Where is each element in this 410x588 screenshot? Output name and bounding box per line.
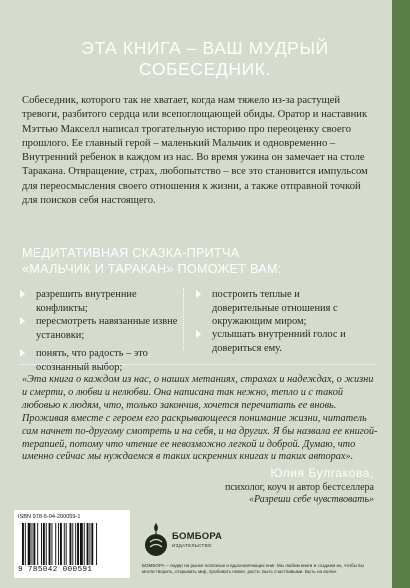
benefit-text: услышать внутренний голос и довериться ему. bbox=[212, 329, 346, 354]
barcode-bar bbox=[22, 523, 24, 565]
barcode-bar bbox=[80, 523, 83, 565]
benefit-text: понять, что радость – это осознанный выбор; bbox=[36, 348, 148, 373]
benefits-heading-line-1: МЕДИТАТИВНАЯ СКАЗКА-ПРИТЧА bbox=[22, 246, 240, 260]
triangle-bullet-icon bbox=[196, 290, 201, 298]
quote-author-description bbox=[160, 482, 374, 506]
benefit-item bbox=[20, 288, 190, 315]
barcode-bar bbox=[89, 523, 90, 565]
headline-line-1: ЭТА КНИГА – ВАШ МУДРЫЙ bbox=[81, 38, 329, 58]
benefit-item bbox=[196, 288, 366, 328]
benefits-list-right bbox=[196, 288, 366, 368]
barcode-bar bbox=[84, 523, 85, 565]
publisher-subtitle: ИЗДАТЕЛЬСТВО bbox=[172, 543, 212, 548]
triangle-bullet-icon bbox=[20, 317, 25, 325]
barcode-bar bbox=[75, 523, 76, 565]
isbn-label: ISBN 978-5-04-200059-1 bbox=[18, 514, 81, 520]
benefits-heading bbox=[22, 246, 374, 277]
barcode-digits: 9 785042 000591 bbox=[18, 566, 93, 574]
barcode-bar bbox=[87, 523, 89, 565]
barcode-bar bbox=[43, 523, 45, 565]
benefit-item bbox=[20, 347, 190, 374]
barcode-bar bbox=[64, 523, 65, 565]
barcode-bar bbox=[46, 523, 47, 565]
barcode-bar bbox=[60, 523, 62, 565]
headline bbox=[60, 38, 350, 80]
barcode-bar bbox=[96, 523, 97, 565]
benefit-text: пересмотреть навязанные извне установки; bbox=[36, 316, 178, 341]
barcode-bar bbox=[49, 523, 51, 565]
triangle-bullet-icon bbox=[20, 349, 25, 357]
barcode-bars-icon bbox=[22, 523, 122, 565]
benefits-heading-line-2: «МАЛЬЧИК И ТАРАКАН» ПОМОЖЕТ ВАМ: bbox=[22, 261, 282, 276]
quote-author-name: Юлия Булгакова, bbox=[270, 466, 374, 480]
benefit-item bbox=[196, 328, 366, 368]
barcode-bar bbox=[33, 523, 35, 565]
triangle-bullet-icon bbox=[196, 330, 201, 338]
green-spine-strip bbox=[392, 0, 410, 588]
barcode-bar bbox=[28, 523, 31, 565]
benefits-list-left bbox=[20, 288, 190, 374]
column-divider bbox=[183, 288, 184, 350]
barcode-bar bbox=[32, 523, 33, 565]
barcode bbox=[14, 510, 130, 578]
barcode-bar bbox=[55, 523, 56, 565]
barcode-bar bbox=[77, 523, 79, 565]
section-divider bbox=[20, 364, 375, 365]
bombora-logo-icon bbox=[142, 522, 170, 558]
headline-line-2: СОБЕСЕДНИК. bbox=[138, 59, 272, 79]
benefit-text: разрешить внутренние конфликты; bbox=[36, 289, 137, 314]
benefit-item bbox=[20, 315, 190, 347]
description-paragraph: Собеседник, которого так не хватает, когда нам тяжело из-за растущей тревоги, разбитого сердца или всепоглощающей обиды. Оратор и наставник Мэттью Макселл написал трогательную историю про переоценку своего прошлого. Ее главный герой – маленький Мальчик и одновременно – Внутренний ребенок в каждом из нас. Во время ужина он замечает на столе Таракана. Отвращение, страх, любопытство – все это становится импульсом для переосмысления своего отношения к жизни, а также отправной точкой для поисков себя настоящего. bbox=[22, 95, 368, 207]
barcode-bar bbox=[41, 523, 42, 565]
barcode-bar bbox=[58, 523, 59, 565]
barcode-bar bbox=[70, 523, 72, 565]
barcode-bar bbox=[72, 523, 73, 565]
triangle-bullet-icon bbox=[20, 290, 25, 298]
barcode-bar bbox=[91, 523, 93, 565]
author-desc-line-1: психолог, коуч и автор бестселлера bbox=[224, 482, 374, 493]
barcode-bar bbox=[66, 523, 67, 565]
benefit-text: построить теплые и доверительные отношения с окружающим миром; bbox=[212, 289, 338, 327]
review-quote: «Эта книга о каждом из нас, о наших метаниях, страхах и надеждах, о жизни и смерти, о любви и нелюбви. Она написана так нежно, тепло и с такой любовью к людям, что, только закончив, хочется перечитать ее вновь. Проживая вместе с героем его раскрывающееся понимание жизни, читатель сам начнет по-другому смотреть и на себя, и на других. Я бы назвала ее книгой-терапией, потому что чтение ее невозможно легкой и доброй. Думаю, что именно сейчас мы нуждаемся в таких искренних книгах и таких авторах». bbox=[22, 374, 378, 463]
barcode-bar bbox=[37, 523, 38, 565]
barcode-bar bbox=[25, 523, 26, 565]
publisher-blurb: БОМБОРА – лидер на рынке полезных и вдохновляющих книг. Мы любим книги и создаем их, чтобы вы могли творить, открывать мир, пробовать новое, расти. Быть счастливыми. Быть на волне. bbox=[142, 563, 364, 574]
author-desc-line-2: «Разреши себе чувствовать» bbox=[248, 494, 374, 505]
description-text bbox=[22, 94, 374, 208]
barcode-bar bbox=[51, 523, 52, 565]
publisher-name: БОМБОРА bbox=[172, 531, 223, 542]
